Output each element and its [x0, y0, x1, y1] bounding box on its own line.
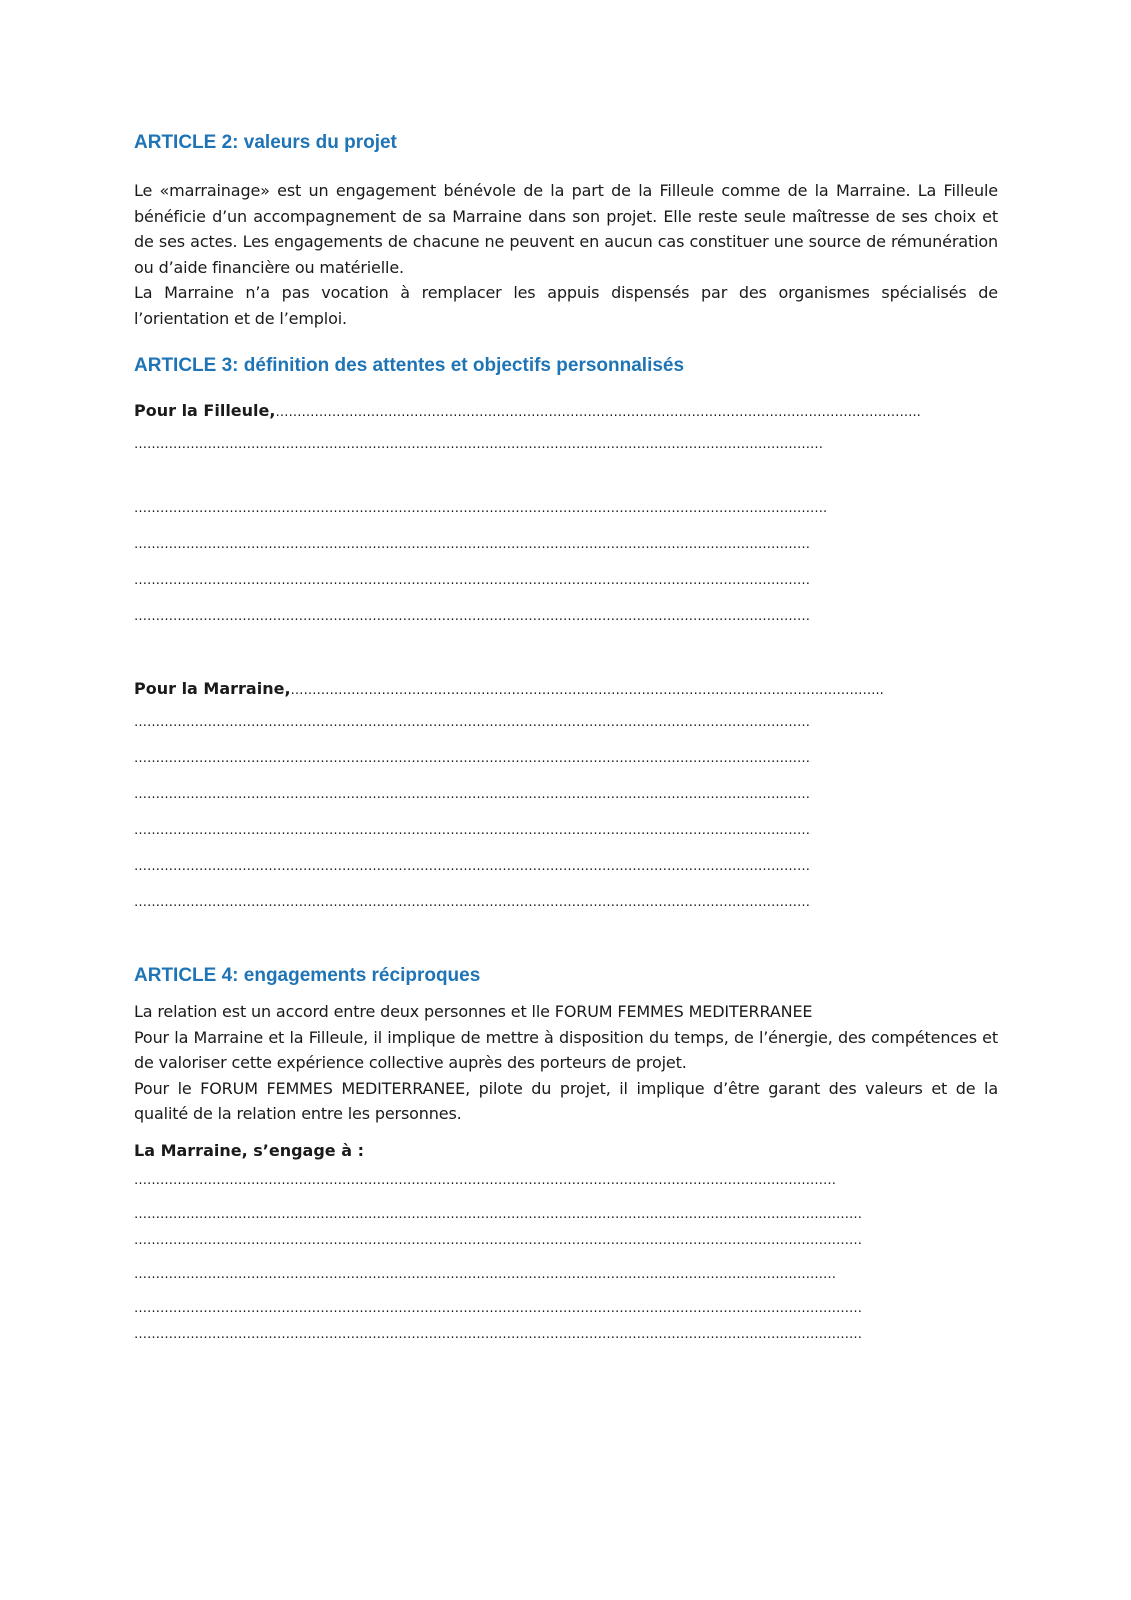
filleule-line — [134, 399, 998, 423]
engage-line-3: …………………………………………………………………………………………………………………………………………………… — [134, 1232, 862, 1248]
article2-title: ARTICLE 2: valeurs du projet — [134, 132, 397, 153]
filleule-line-4: ………………………………………………………………………………………………………………………………………… — [134, 573, 810, 588]
filleule-dots: ………………………………………………………………………………………………………………………………….. — [275, 405, 921, 420]
marraine-line — [134, 677, 998, 701]
marraine-line-3: ………………………………………………………………………………………………………………………………………… — [134, 787, 810, 802]
marraine-line-4: ………………………………………………………………………………………………………………………………………… — [134, 823, 810, 838]
filleule-label: Pour la Filleule, — [134, 401, 276, 420]
engage-line-1: ……………………………………………………………………………………………………………………………………………… — [134, 1172, 836, 1188]
marraine-label: Pour la Marraine, — [134, 679, 291, 698]
article4-paragraph-1: La relation est un accord entre deux personnes et lle FORUM FEMMES MEDITERRANEE — [134, 1002, 813, 1021]
engage-line-5: …………………………………………………………………………………………………………………………………………………… — [134, 1300, 862, 1316]
article2-paragraph-2: La Marraine n’a pas vocation à remplacer les appuis dispensés par des organismes spécialisés de l’orientation et de l’emploi. — [134, 283, 998, 328]
article4-paragraph-2: Pour la Marraine et la Filleule, il implique de mettre à disposition du temps, de l’énergie, des compétences et de valoriser cette expérience collective auprès des porteurs de projet. — [134, 1027, 998, 1072]
engage-line-2: …………………………………………………………………………………………………………………………………………………… — [134, 1206, 862, 1222]
article2-paragraph-1: Le «marrainage» est un engagement bénévole de la part de la Filleule comme de la Marraine. La Filleule bénéficie d’un accompagnement de sa Marraine dans son projet. Elle reste seule maîtresse de ses choix et de ses actes. Les engagements de chacune ne peuvent en aucun cas constituer une source de rémunération ou d’aide financière ou matérielle. — [134, 181, 998, 277]
marraine-line-1: ………………………………………………………………………………………………………………………………………… — [134, 715, 810, 730]
filleule-line-3: ………………………………………………………………………………………………………………………………………… — [134, 537, 810, 552]
engage-line-4: ……………………………………………………………………………………………………………………………………………… — [134, 1266, 836, 1282]
marraine-engage-line — [134, 1139, 998, 1163]
marraine-line-2: ………………………………………………………………………………………………………………………………………… — [134, 751, 810, 766]
engage-line-6: …………………………………………………………………………………………………………………………………………………… — [134, 1326, 862, 1342]
marraine-line-5: ………………………………………………………………………………………………………………………………………… — [134, 859, 810, 874]
filleule-line-2: ……………………………………………………………………………………………………………………………………………. — [134, 501, 828, 516]
article4-paragraph-3: Pour le FORUM FEMMES MEDITERRANEE, pilote du projet, il implique d’être garant des valeurs et de la qualité de la relation entre les personnes. — [134, 1078, 998, 1123]
page-content — [134, 130, 998, 1345]
article3-title: ARTICLE 3: définition des attentes et objectifs personnalisés — [134, 355, 685, 376]
article4-title: ARTICLE 4: engagements réciproques — [134, 965, 481, 986]
marraine-engage-label: La Marraine — [134, 1140, 242, 1160]
filleule-line-1: …………………………………………………………………………………………………………………………………………… — [134, 437, 823, 452]
marraine-dots: ……………………………………………………………………………………………………………………….. — [290, 683, 884, 698]
marraine-line-6: ………………………………………………………………………………………………………………………………………… — [134, 895, 810, 910]
marraine-engage-suffix: , s’engage à : — [241, 1140, 364, 1160]
filleule-line-5: ………………………………………………………………………………………………………………………………………… — [134, 609, 810, 624]
